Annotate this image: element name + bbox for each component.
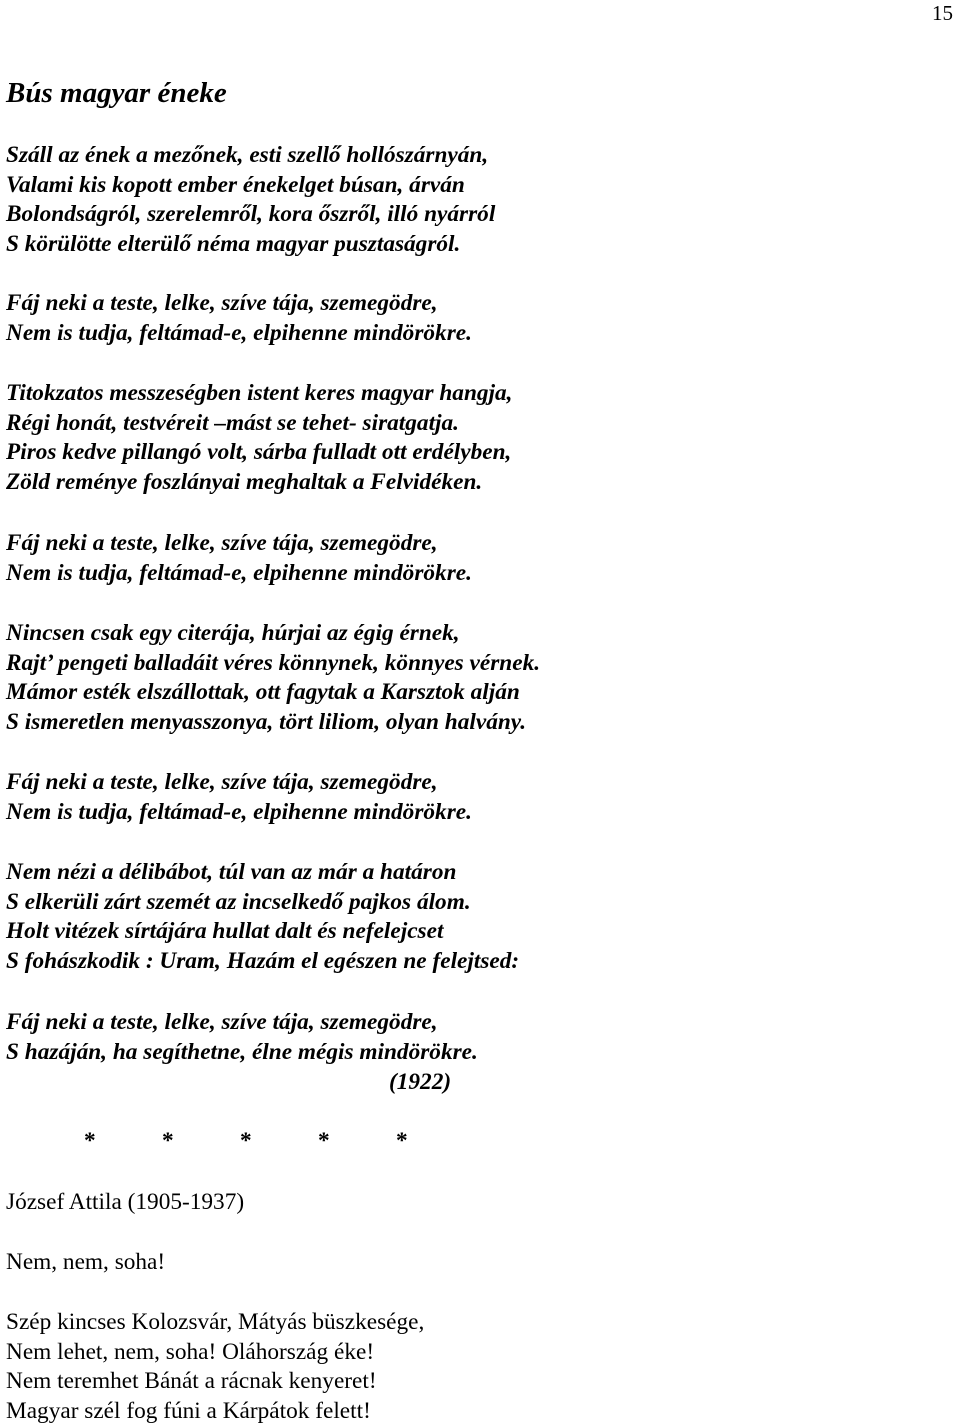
poem-line: Nem is tudja, feltámad-e, elpihenne mindörökre. (6, 319, 472, 346)
stanza-1 (6, 141, 495, 259)
poem-line: Száll az ének a mezőnek, esti szellő hollószárnyán, (6, 142, 489, 168)
poem-line: Piros kedve pillangó volt, sárba fulladt ott erdélyben, (6, 439, 512, 465)
refrain-4 (6, 1008, 478, 1067)
poem-line: S ismeretlen menyasszonya, tört liliom, olyan halvány. (6, 708, 527, 735)
poem-line: Régi honát, testvéreit –mást se tehet- siratgatja. (6, 409, 459, 436)
poem-line: Szép kincses Kolozsvár, Mátyás büszkesége, (6, 1309, 425, 1335)
stanza-3 (6, 619, 540, 737)
poem-line: Nem nézi a délibábot, túl van az már a határon (6, 859, 457, 885)
asterisk: * (396, 1128, 408, 1154)
refrain-2 (6, 529, 472, 588)
poem-line: S elkerüli zárt szemét az incselkedő pajkos álom. (6, 888, 471, 915)
asterisk: * (240, 1128, 252, 1154)
poem-line: Holt vitézek sírtájára hullat dalt és nefelejcset (6, 918, 444, 944)
poem-line: Valami kis kopott ember énekelget búsan, árván (6, 171, 465, 198)
poem-line: Fáj neki a teste, lelke, szíve tája, szemegödre, (6, 1009, 438, 1035)
poem-line: S körülötte elterülő néma magyar pusztaságról. (6, 230, 461, 257)
refrain-1 (6, 289, 472, 348)
poem2-title: Nem, nem, soha! (6, 1249, 166, 1275)
poem-line: Nem teremhet Bánát a rácnak kenyeret! (6, 1368, 377, 1394)
poem-line: Mámor esték elszállottak, ott fagytak a Karsztok alján (6, 679, 520, 705)
poem-line: Fáj neki a teste, lelke, szíve tája, szemegödre, (6, 290, 438, 316)
poem-line: Fáj neki a teste, lelke, szíve tája, szemegödre, (6, 769, 438, 795)
poem-line: Nem is tudja, feltámad-e, elpihenne mindörökre. (6, 798, 472, 825)
section-separator (84, 1127, 474, 1157)
stanza-2 (6, 379, 513, 497)
poem-line: Nincsen csak egy citerája, húrjai az égig érnek, (6, 620, 460, 646)
poem-line: S hazáján, ha segíthetne, élne mégis mindörökre. (6, 1038, 478, 1065)
poem-line: Nem is tudja, feltámad-e, elpihenne mindörökre. (6, 559, 472, 586)
page-number: 15 (932, 1, 953, 25)
poem2-stanza (6, 1308, 424, 1426)
poem-line: Titokzatos messzeségben istent keres magyar hangja, (6, 380, 513, 406)
poem-line: Fáj neki a teste, lelke, szíve tája, szemegödre, (6, 530, 438, 556)
refrain-3 (6, 768, 472, 827)
poem-line: S fohászkodik : Uram, Hazám el egészen ne felejtsed: (6, 947, 520, 974)
poem-date: (1922) (389, 1069, 452, 1095)
author-name: József Attila (1905-1937) (6, 1189, 245, 1215)
asterisk: * (162, 1128, 174, 1154)
poem-title: Bús magyar éneke (6, 77, 227, 109)
poem-line: Rajt’ pengeti balladáit véres könnynek, könnyes vérnek. (6, 649, 541, 676)
asterisk: * (318, 1128, 330, 1154)
poem-line: Nem lehet, nem, soha! Oláhország éke! (6, 1338, 375, 1365)
stanza-4 (6, 858, 519, 976)
poem-line: Magyar szél fog fúni a Kárpátok felett! (6, 1397, 371, 1424)
asterisk: * (84, 1128, 96, 1154)
poem-line: Zöld reménye foszlányai meghaltak a Felvidéken. (6, 468, 483, 495)
poem-line: Bolondságról, szerelemről, kora őszről, illó nyárról (6, 201, 496, 227)
